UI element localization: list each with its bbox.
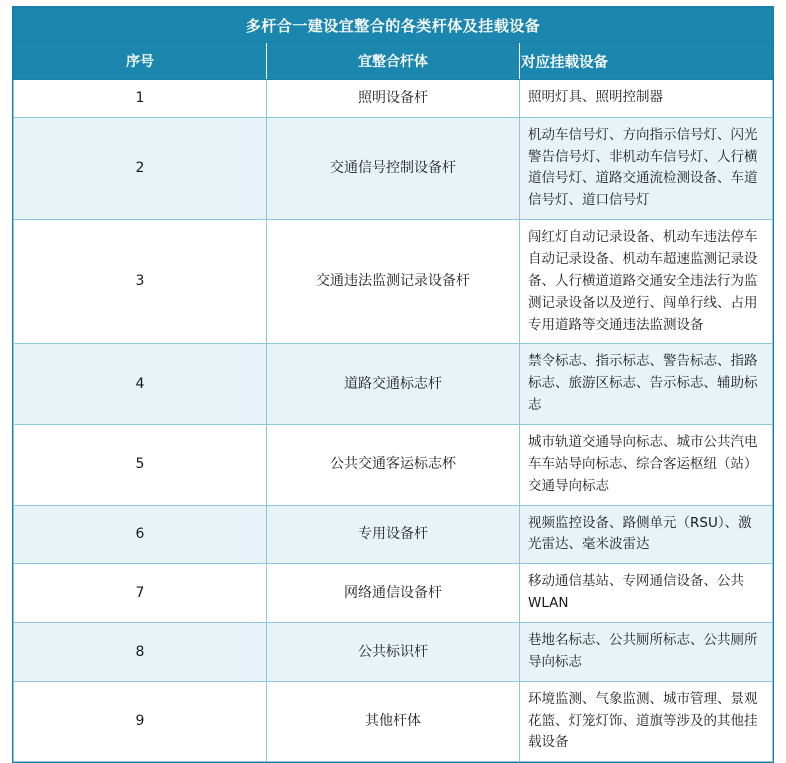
table-row bbox=[14, 117, 773, 219]
cell-devices: 机动车信号灯、方向指示信号灯、闪光警告信号灯、非机动车信号灯、人行横道信号灯、道路交通流检测设备、车道信号灯、道口信号灯 bbox=[520, 117, 773, 219]
cell-index: 2 bbox=[14, 117, 267, 219]
table-row bbox=[14, 220, 773, 344]
cell-index: 7 bbox=[14, 564, 267, 623]
cell-pole: 交通信号控制设备杆 bbox=[267, 117, 520, 219]
cell-pole: 专用设备杆 bbox=[267, 505, 520, 564]
cell-index: 8 bbox=[14, 623, 267, 682]
table-row bbox=[14, 344, 773, 425]
table-row bbox=[14, 80, 773, 118]
cell-devices: 环境监测、气象监测、城市管理、景观花篮、灯笼灯饰、道旗等涉及的其他挂载设备 bbox=[520, 681, 773, 762]
table-row bbox=[14, 564, 773, 623]
column-header-index: 序号 bbox=[14, 43, 267, 80]
table-title: 多杆合一建设宜整合的各类杆体及挂载设备 bbox=[14, 8, 773, 43]
table-header-row bbox=[14, 43, 773, 80]
cell-index: 9 bbox=[14, 681, 267, 762]
column-header-pole: 宜整合杆体 bbox=[267, 43, 520, 80]
table-row bbox=[14, 424, 773, 505]
cell-pole: 交通违法监测记录设备杆 bbox=[267, 220, 520, 344]
cell-index: 1 bbox=[14, 80, 267, 118]
cell-pole: 其他杆体 bbox=[267, 681, 520, 762]
table-row bbox=[14, 681, 773, 762]
cell-pole: 照明设备杆 bbox=[267, 80, 520, 118]
cell-devices: 闯红灯自动记录设备、机动车违法停车自动记录设备、机动车超速监测记录设备、人行横道道路交通安全违法行为监测记录设备以及逆行、闯单行线、占用专用道路等交通违法监测设备 bbox=[520, 220, 773, 344]
cell-index: 4 bbox=[14, 344, 267, 425]
cell-devices: 禁令标志、指示标志、警告标志、指路标志、旅游区标志、告示标志、辅助标志 bbox=[520, 344, 773, 425]
table-row bbox=[14, 505, 773, 564]
cell-devices: 视频监控设备、路侧单元（RSU）、激光雷达、毫米波雷达 bbox=[520, 505, 773, 564]
cell-pole: 网络通信设备杆 bbox=[267, 564, 520, 623]
cell-pole: 公共标识杆 bbox=[267, 623, 520, 682]
cell-devices: 巷地名标志、公共厕所标志、公共厕所导向标志 bbox=[520, 623, 773, 682]
table-row bbox=[14, 623, 773, 682]
cell-pole: 公共交通客运标志杯 bbox=[267, 424, 520, 505]
table-head bbox=[14, 8, 773, 80]
cell-index: 6 bbox=[14, 505, 267, 564]
pole-integration-table-container bbox=[12, 6, 774, 763]
cell-index: 5 bbox=[14, 424, 267, 505]
table-title-row bbox=[14, 8, 773, 43]
cell-index: 3 bbox=[14, 220, 267, 344]
cell-pole: 道路交通标志杆 bbox=[267, 344, 520, 425]
table-body bbox=[14, 80, 773, 762]
cell-devices: 照明灯具、照明控制器 bbox=[520, 80, 773, 118]
cell-devices: 城市轨道交通导向标志、城市公共汽电车车站导向标志、综合客运枢纽（站）交通导向标志 bbox=[520, 424, 773, 505]
column-header-devices: 对应挂载设备 bbox=[520, 43, 773, 80]
cell-devices: 移动通信基站、专网通信设备、公共 WLAN bbox=[520, 564, 773, 623]
pole-integration-table bbox=[13, 7, 773, 762]
